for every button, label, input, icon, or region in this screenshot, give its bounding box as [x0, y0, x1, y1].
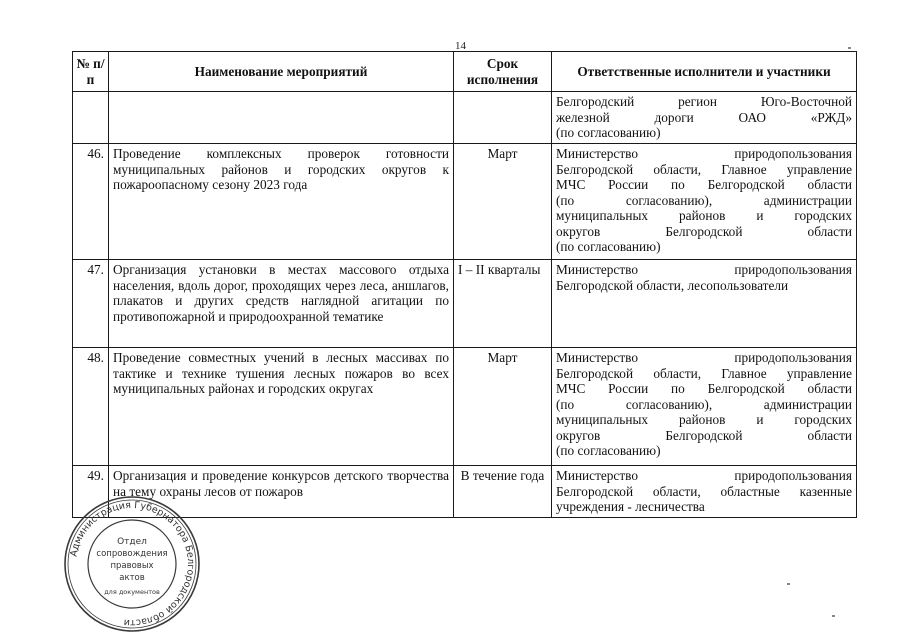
row-name: Организация установки в местах массового отдыха населения, вдоль дорог, проходящих через леса, аншлагов, плакатов и других средств наглядной агитации по противопожарной и природоохранной тематике: [109, 260, 454, 348]
responsible-line: Министерство природопользования: [556, 350, 852, 365]
responsible-line: Белгородский регион Юго-Восточной: [556, 94, 852, 109]
row-term: [454, 92, 552, 144]
responsible-line: железной дороги ОАО «РЖД»: [556, 109, 852, 125]
stamp-outer-text: Администрация Губернатора Белгородской области: [68, 499, 197, 629]
responsible-line: Белгородской области, областные казенные: [556, 483, 852, 499]
responsible-line: муниципальных районов и городских: [556, 412, 852, 427]
row-num: [73, 92, 109, 144]
responsible-line: округов Белгородской области: [556, 427, 852, 443]
header-name: Наименование мероприятий: [109, 52, 454, 92]
stamp-line: сопровождения: [96, 549, 168, 559]
row-term: Март: [454, 348, 552, 466]
responsible-line: МЧС России по Белгородской области: [556, 177, 852, 192]
stamp-line: актов: [119, 573, 145, 583]
row-name: Организация и проведение конкурсов детского творчества на тему охраны лесов от пожаров: [109, 466, 454, 518]
scan-speck: [787, 583, 790, 585]
row-term: В течение года: [454, 466, 552, 518]
stamp-line: для документов: [104, 588, 160, 596]
row-responsible: [552, 92, 857, 144]
responsible-line: (по согласованию), администрации: [556, 396, 852, 412]
row-term: Март: [454, 144, 552, 260]
stamp-line: Отдел: [117, 537, 147, 547]
scan-speck: [848, 47, 851, 49]
responsible-line: (по согласованию), администрации: [556, 192, 852, 208]
page-number: 14: [455, 40, 466, 52]
official-stamp: [62, 494, 202, 634]
responsible-line: Министерство природопользования: [556, 262, 852, 277]
stamp-seal-icon: [62, 494, 202, 634]
table-row: [73, 260, 857, 348]
row-responsible: [552, 260, 857, 348]
responsible-line: округов Белгородской области: [556, 223, 852, 239]
table-row: [73, 144, 857, 260]
row-num: 49.: [73, 466, 109, 518]
responsible-line: Белгородской области, Главное управление: [556, 161, 852, 177]
responsible-line: Белгородской области, лесопользователи: [556, 277, 789, 293]
row-responsible: [552, 348, 857, 466]
responsible-line: Министерство природопользования: [556, 468, 852, 483]
row-num: 48.: [73, 348, 109, 466]
responsible-line: (по согласованию): [556, 443, 661, 458]
responsible-line: МЧС России по Белгородской области: [556, 381, 852, 396]
row-responsible: [552, 144, 857, 260]
header-responsible: Ответственные исполнители и участники: [552, 52, 857, 92]
row-term: I – II кварталы: [454, 260, 552, 348]
header-num: № п/п: [73, 52, 109, 92]
table-row: [73, 348, 857, 466]
stamp-line: правовых: [110, 561, 154, 571]
table-header-row: [73, 52, 857, 92]
row-name: Проведение комплексных проверок готовности муниципальных районов и городских округов к пожароопасному сезону 2023 года: [109, 144, 454, 260]
responsible-line: (по согласованию): [556, 125, 661, 140]
responsible-line: муниципальных районов и городских: [556, 208, 852, 223]
responsible-line: Белгородской области, Главное управление: [556, 365, 852, 381]
events-table: [72, 51, 857, 518]
table-row: [73, 92, 857, 144]
scan-speck: [832, 615, 835, 617]
responsible-line: Министерство природопользования: [556, 146, 852, 161]
row-responsible: [552, 466, 857, 518]
table-body: [73, 92, 857, 518]
header-term: Срок исполнения: [454, 52, 552, 92]
row-name: Проведение совместных учений в лесных массивах по тактике и технике тушения лесных пожаров во всех муниципальных районах и городских округах: [109, 348, 454, 466]
row-name: [109, 92, 454, 144]
row-num: 47.: [73, 260, 109, 348]
responsible-line: (по согласованию): [556, 239, 661, 254]
responsible-line: учреждения - лесничества: [556, 499, 705, 514]
row-num: 46.: [73, 144, 109, 260]
